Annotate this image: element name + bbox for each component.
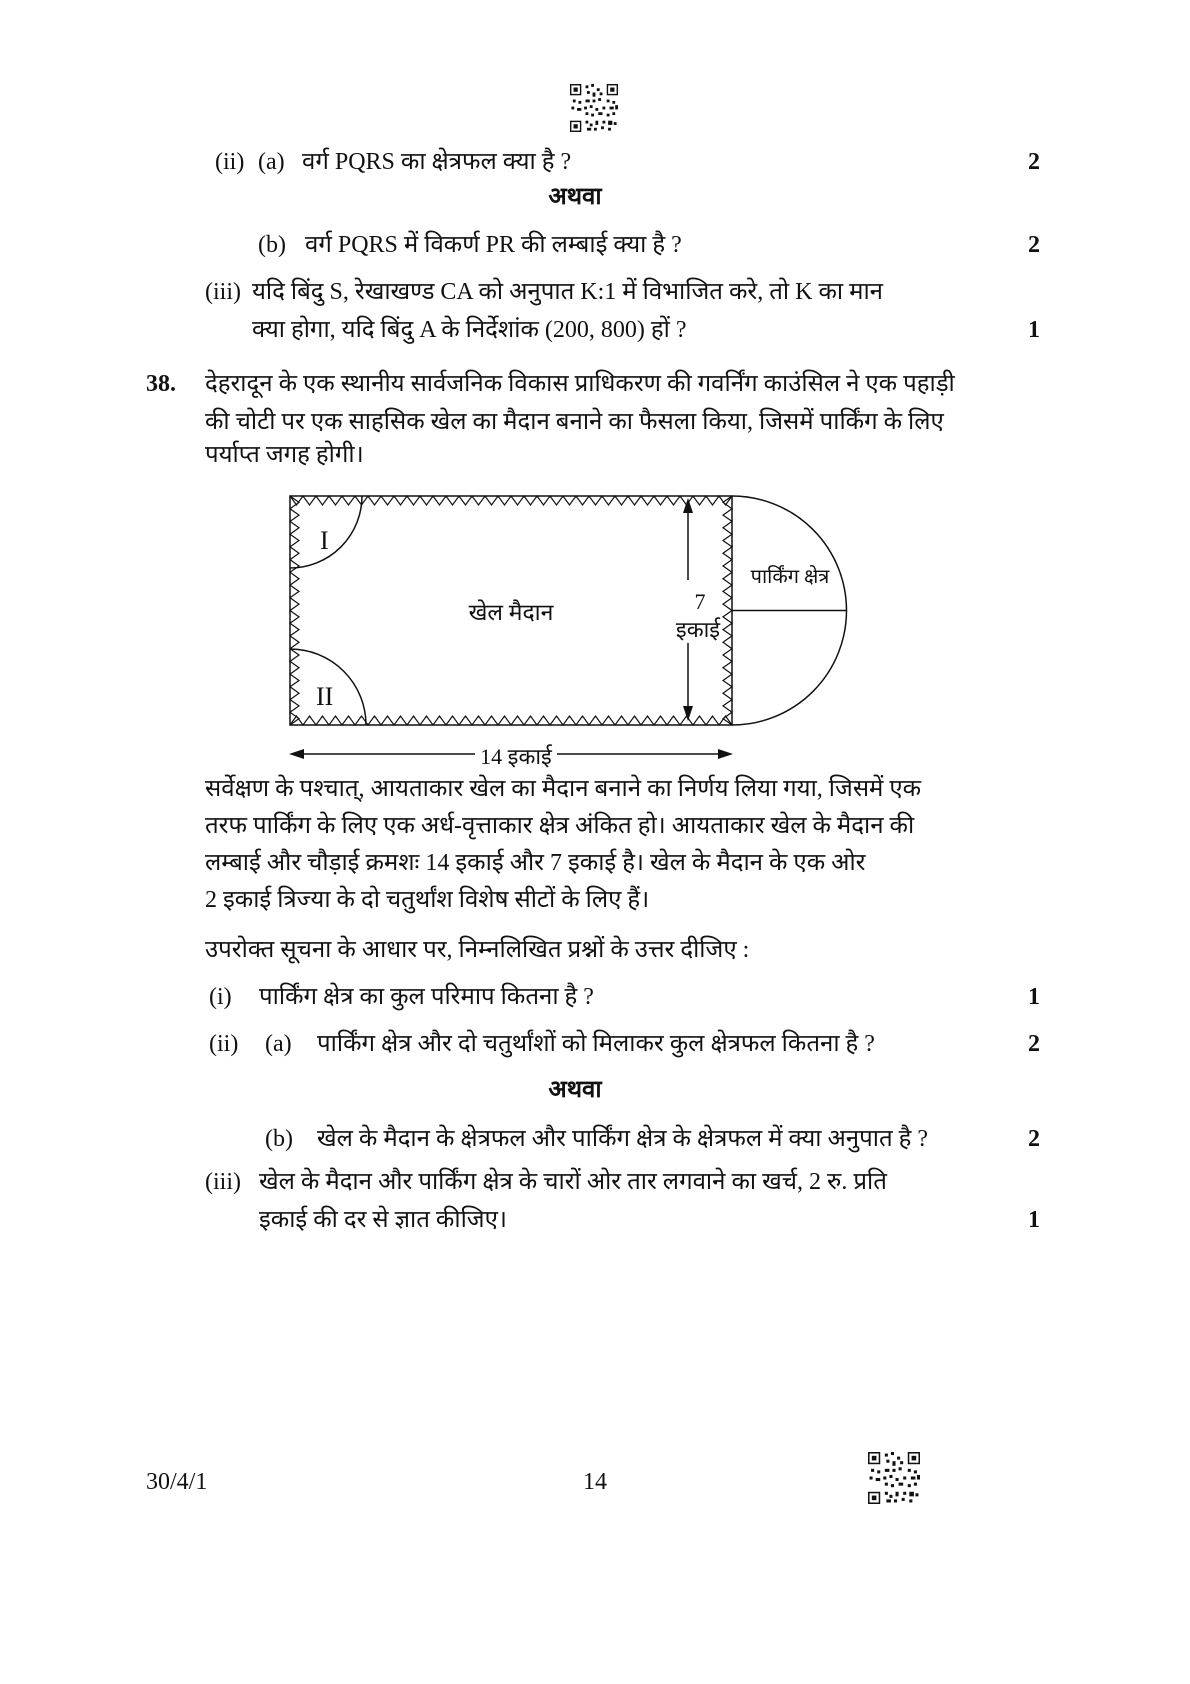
qr-code-icon (570, 84, 618, 132)
qr-code-icon (868, 1452, 920, 1504)
q38-instruction: उपरोक्त सूचना के आधार पर, निम्नलिखित प्रश्नों के उत्तर दीजिए : (205, 937, 750, 963)
question-number: (iii) (205, 1169, 241, 1195)
marks-value: 2 (1028, 1126, 1040, 1152)
or-separator: अथवा (548, 184, 602, 210)
paper-code: 30/4/1 (146, 1469, 208, 1495)
zigzag-top (290, 496, 732, 505)
marks-value: 2 (1028, 232, 1040, 258)
quadrant-1-label: I (320, 526, 329, 555)
q38-intro-line3: पर्याप्त जगह होगी। (205, 442, 364, 468)
marks-value: 1 (1028, 984, 1040, 1010)
question-text-line2: क्या होगा, यदि बिंदु A के निर्देशांक (200, 800) हों ? (252, 317, 687, 343)
option-a-label: (a) (258, 149, 285, 175)
question-text-line1: यदि बिंदु S, रेखाखण्ड CA को अनुपात K:1 में विभाजित करे, तो K का मान (252, 279, 883, 305)
q38-body-line3: लम्बाई और चौड़ाई क्रमशः 14 इकाई और 7 इकाई है। खेल के मैदान के एक ओर (205, 850, 866, 876)
q38-intro-line2: की चोटी पर एक साहसिक खेल का मैदान बनाने का फैसला किया, जिसमें पार्किंग के लिए (205, 409, 944, 435)
question-text-line2: इकाई की दर से ज्ञात कीजिए। (259, 1207, 507, 1233)
quadrant-2-label: II (316, 682, 334, 711)
question-number: (i) (209, 984, 232, 1010)
q38-body-line1: सर्वेक्षण के पश्चात्, आयताकार खेल का मैदान बनाने का निर्णय लिया गया, जिसमें एक (205, 776, 922, 802)
q38-body-line4: 2 इकाई त्रिज्या के दो चतुर्थांश विशेष सीटों के लिए हैं। (205, 887, 650, 913)
arrow-up-icon (683, 498, 693, 513)
question-text: खेल के मैदान के क्षेत्रफल और पार्किंग क्षेत्र के क्षेत्रफल में क्या अनुपात है ? (317, 1126, 929, 1152)
or-separator: अथवा (548, 1077, 602, 1103)
option-b-label: (b) (265, 1126, 293, 1152)
option-a-label: (a) (265, 1031, 292, 1057)
question-number: (ii) (209, 1031, 239, 1057)
height-unit-label: इकाई (675, 617, 721, 642)
arrow-right-icon (718, 749, 733, 759)
question-38-number: 38. (146, 371, 176, 397)
marks-value: 1 (1028, 1207, 1040, 1233)
q38-intro-line1: देहरादून के एक स्थानीय सार्वजनिक विकास प्राधिकरण की गवर्निंग काउंसिल ने एक पहाड़ी (205, 371, 955, 397)
option-b-label: (b) (258, 232, 286, 258)
parking-area-label: पार्किंग क्षेत्र (750, 566, 830, 588)
page-number: 14 (583, 1469, 607, 1495)
question-number: (iii) (205, 279, 241, 305)
question-text: पार्किंग क्षेत्र और दो चतुर्थांशों को मिलाकर कुल क्षेत्रफल कितना है ? (317, 1031, 875, 1057)
q38-body-line2: तरफ पार्किंग के लिए एक अर्ध-वृत्ताकार क्षेत्र अंकित हो। आयताकार खेल के मैदान की (205, 813, 915, 839)
zigzag-bottom (290, 716, 732, 725)
zigzag-left (290, 496, 299, 725)
question-text: वर्ग PQRS में विकर्ण PR की लम्बाई क्या है ? (305, 232, 682, 258)
question-text-line1: खेल के मैदान और पार्किंग क्षेत्र के चारों ओर तार लगवाने का खर्च, 2 रु. प्रति (259, 1169, 887, 1195)
marks-value: 2 (1028, 1031, 1040, 1057)
question-text: वर्ग PQRS का क्षेत्रफल क्या है ? (302, 149, 572, 175)
playground-parking-diagram (270, 485, 870, 775)
zigzag-right (723, 496, 732, 725)
width-dimension-label: 14 इकाई (480, 744, 552, 769)
arrow-left-icon (289, 749, 304, 759)
height-number-label: 7 (694, 589, 706, 614)
question-text: पार्किंग क्षेत्र का कुल परिमाप कितना है ? (259, 984, 594, 1010)
marks-value: 2 (1028, 149, 1040, 175)
question-number: (ii) (215, 149, 245, 175)
playground-label: खेल मैदान (468, 600, 554, 625)
marks-value: 1 (1028, 317, 1040, 343)
